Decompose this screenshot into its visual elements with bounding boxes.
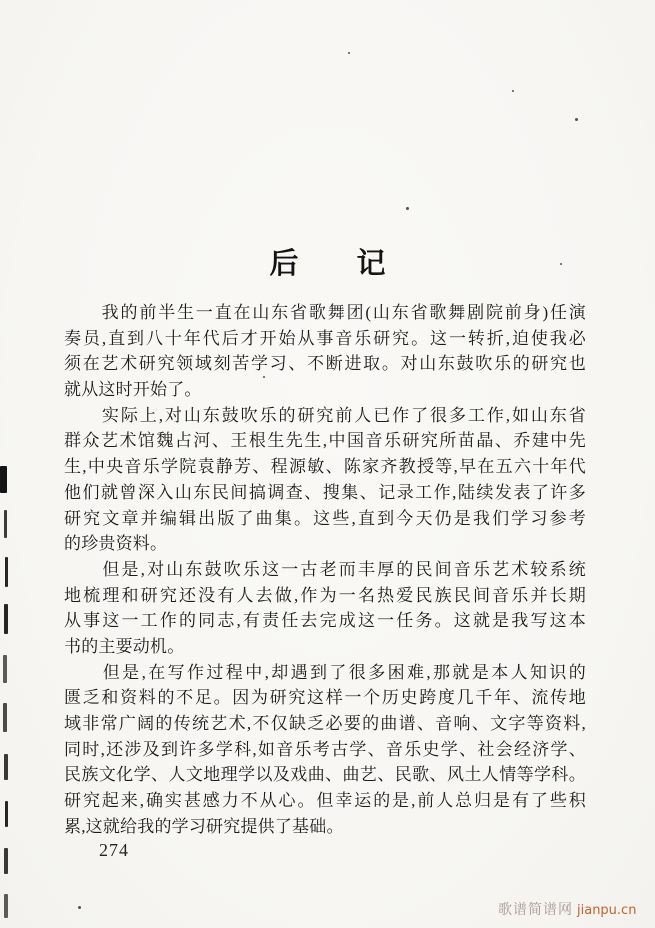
text-line: 匮乏和资料的不足。因为研究这样一个历史跨度几千年、流传地 (64, 688, 586, 708)
text-line: 我的前半生一直在山东省歌舞团(山东省歌舞剧院前身)任演 (64, 303, 586, 322)
binding-mark (5, 557, 8, 587)
scan-speck (575, 118, 578, 121)
text-line: 从事这一工作的同志,有责任去完成这一任务。这就是我写这本 (64, 611, 586, 631)
binding-mark (0, 466, 7, 493)
text-line: 研究起来,确实甚感力不从心。但幸运的是,前人总归是有了些积 (64, 791, 586, 811)
afterword-text-block (64, 300, 586, 839)
scan-speck (406, 207, 409, 210)
binding-mark (4, 754, 8, 780)
text-line: 须在艺术研究领域刻苦学习、不断进取。对山东鼓吹乐的研究也 (64, 354, 586, 374)
binding-mark (4, 894, 8, 918)
text-line: 但是,在写作过程中,却遇到了很多困难,那就是本人知识的 (64, 662, 586, 682)
binding-mark (4, 604, 8, 634)
text-line: 他们就曾深入山东民间搞调查、搜集、记录工作,陆续发表了许多 (64, 482, 586, 502)
text-line: 民族文化学、人文地理学以及戏曲、曲艺、民歌、风土人情等学科。 (64, 765, 586, 785)
watermark-site-name: 歌谱简谱网 (498, 903, 573, 918)
text-line: 书的主要动机。 (64, 636, 185, 656)
binding-mark (4, 510, 7, 538)
scan-speck (78, 906, 81, 909)
text-line: 累,这就给我的学习研究提供了基础。 (64, 816, 344, 836)
watermark-domain: jianpu.cn (577, 903, 637, 918)
text-line: 生,中央音乐学院袁静芳、程源敏、陈家齐教授等,早在五六十年代 (64, 457, 586, 477)
text-line: 的珍贵资料。 (64, 534, 168, 554)
text-line: 域非常广阔的传统艺术,不仅缺乏必要的曲谱、音响、文字等资料, (64, 714, 586, 733)
text-line: 地梳理和研究还没有人去做,作为一名热爱民族民间音乐并长期 (64, 585, 586, 605)
watermark (498, 899, 636, 919)
page-title: 后 记 (269, 248, 386, 280)
text-line: 同时,还涉及到许多学科,如音乐考古学、音乐史学、社会经济学、 (64, 739, 586, 759)
binding-mark (5, 801, 8, 827)
scan-speck (560, 263, 562, 265)
text-line: 实际上,对山东鼓吹乐的研究前人已作了很多工作,如山东省 (64, 405, 586, 425)
binding-mark (3, 655, 7, 683)
text-line: 但是,对山东鼓吹乐这一古老而丰厚的民间音乐艺术较系统 (64, 559, 586, 579)
scan-speck (348, 52, 350, 54)
text-line: 研究文章并编辑出版了曲集。这些,直到今天仍是我们学习参考 (64, 508, 586, 528)
binding-mark (4, 848, 8, 874)
text-line: 群众艺术馆魏占河、王根生先生,中国音乐研究所苗晶、乔建中先 (64, 431, 586, 451)
scan-speck (512, 90, 514, 92)
page-number: 274 (99, 840, 129, 860)
text-line: 就从这时开始了。 (64, 380, 202, 400)
text-line: 奏员,直到八十年代后才开始从事音乐研究。这一转折,迫使我必 (64, 328, 586, 348)
binding-mark (3, 703, 7, 732)
scan-speck (263, 376, 265, 378)
